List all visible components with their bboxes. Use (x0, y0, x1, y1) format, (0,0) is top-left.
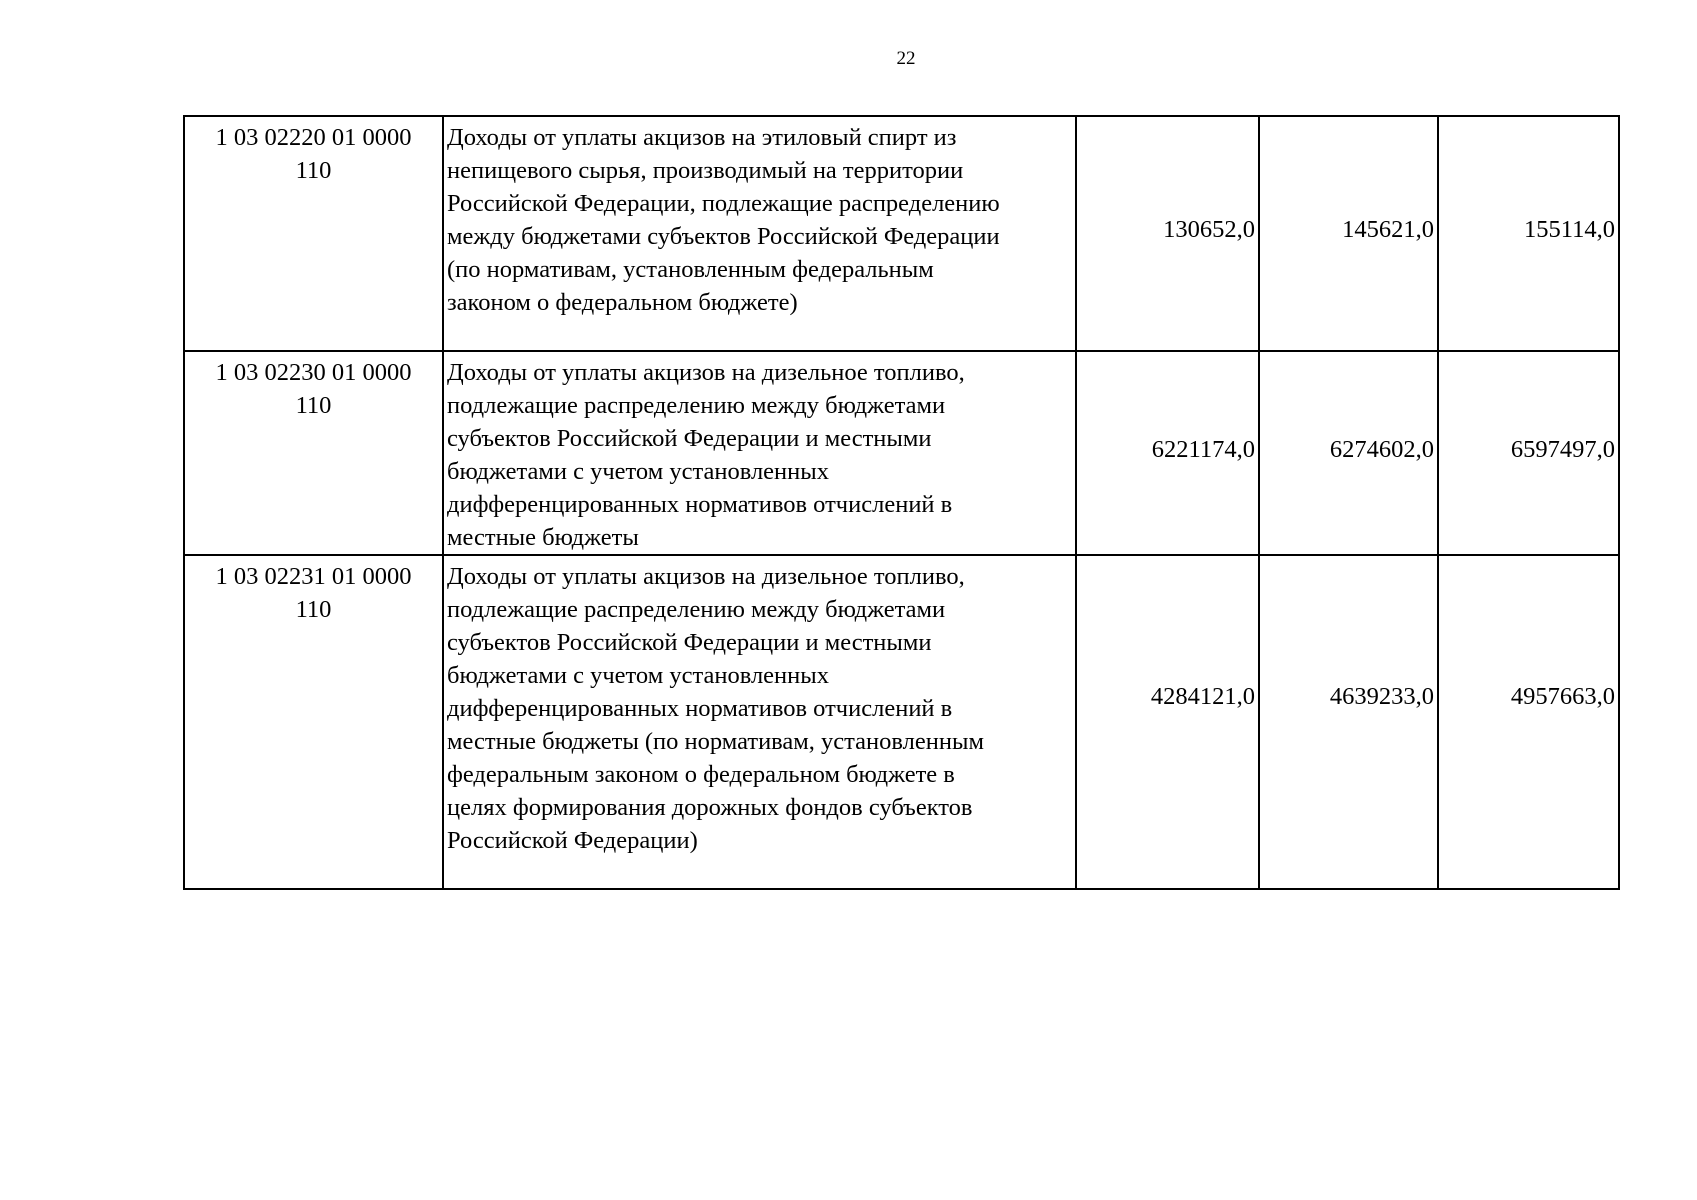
amount-year-2: 145621,0 (1259, 116, 1438, 351)
description-line: субъектов Российской Федерации и местными (447, 629, 932, 656)
amount-year-3: 6597497,0 (1438, 351, 1619, 555)
description-line: местные бюджеты (по нормативам, установленным (447, 728, 984, 755)
description-line: Доходы от уплаты акцизов на дизельное топливо, (447, 359, 965, 386)
amount-year-1: 6221174,0 (1076, 351, 1259, 555)
budget-code-suffix: 110 (295, 596, 332, 623)
table-row (184, 351, 1619, 555)
amount-year-2: 6274602,0 (1259, 351, 1438, 555)
description-line: целях формирования дорожных фондов субъектов (447, 794, 973, 821)
description-cell (443, 116, 1076, 351)
description-line: дифференцированных нормативов отчислений в (447, 491, 953, 518)
amount-year-1: 4284121,0 (1076, 555, 1259, 889)
description-line: субъектов Российской Федерации и местными (447, 425, 932, 452)
description-line: федеральным законом о федеральном бюджете в (447, 761, 955, 788)
description-line: Российской Федерации, подлежащие распределению (447, 190, 1000, 217)
description-line: Российской Федерации) (447, 827, 698, 854)
description-line: дифференцированных нормативов отчислений в (447, 695, 953, 722)
table-row (184, 116, 1619, 351)
budget-code: 1 03 02230 01 0000 (215, 359, 412, 386)
budget-code: 1 03 02220 01 0000 (215, 124, 412, 151)
description-line: непищевого сырья, производимый на территории (447, 157, 964, 184)
budget-code-cell (184, 116, 443, 351)
amount-year-3: 155114,0 (1438, 116, 1619, 351)
description-line: Доходы от уплаты акцизов на дизельное топливо, (447, 563, 965, 590)
description-line: бюджетами с учетом установленных (447, 458, 829, 485)
description-line: законом о федеральном бюджете) (447, 289, 798, 316)
page-number: 22 (896, 48, 916, 69)
budget-code-cell (184, 555, 443, 889)
amount-year-1: 130652,0 (1076, 116, 1259, 351)
amount-year-3: 4957663,0 (1438, 555, 1619, 889)
description-line: местные бюджеты (447, 524, 639, 551)
description-line: подлежащие распределению между бюджетами (447, 392, 946, 419)
budget-revenue-table (183, 115, 1620, 890)
description-line: между бюджетами субъектов Российской Федерации (447, 223, 1000, 250)
budget-code-cell (184, 351, 443, 555)
budget-code-suffix: 110 (295, 157, 332, 184)
description-line: (по нормативам, установленным федеральным (447, 256, 934, 283)
amount-year-2: 4639233,0 (1259, 555, 1438, 889)
budget-code-suffix: 110 (295, 392, 332, 419)
description-line: подлежащие распределению между бюджетами (447, 596, 946, 623)
description-line: Доходы от уплаты акцизов на этиловый спирт из (447, 124, 957, 151)
description-line: бюджетами с учетом установленных (447, 662, 829, 689)
budget-code: 1 03 02231 01 0000 (215, 563, 412, 590)
table-row (184, 555, 1619, 889)
description-cell (443, 555, 1076, 889)
description-cell (443, 351, 1076, 555)
